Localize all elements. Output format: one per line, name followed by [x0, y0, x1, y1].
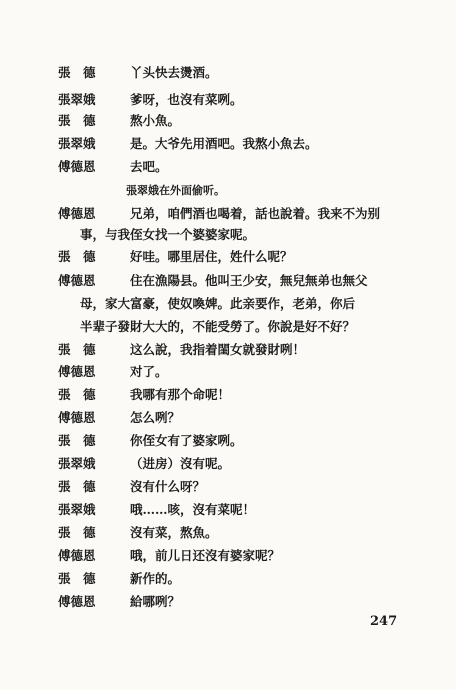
speaker-name: 張 德: [58, 249, 96, 264]
speaker-name: 張 德: [58, 113, 96, 128]
speech-text: 哦，前儿日还沒有婆家呢？: [130, 548, 281, 563]
speaker-name: 傅德恩: [58, 273, 96, 288]
speech-text: 是。大爷先用酒吧。我熬小魚去。: [130, 136, 318, 151]
speech-text: 給哪咧？: [130, 594, 181, 609]
speaker-name: 張 德: [58, 433, 96, 448]
speech-text: 这么說，我指着閨女就發財咧！: [130, 342, 306, 357]
speaker-name: 張 德: [58, 525, 96, 540]
speech-text: 丫头快去燙酒。: [130, 65, 218, 80]
speaker-name: 張翠娥: [58, 456, 96, 471]
speech-text: 沒有什么呀？: [130, 479, 206, 494]
speaker-name: 傅德恩: [58, 548, 96, 563]
speech-text: 你侄女有了婆家咧。: [130, 433, 243, 448]
speech-text: 兄弟，咱們酒也喝着，話也說着。我来不为别: [130, 206, 381, 221]
speech-text: （进房）沒有呢。: [130, 456, 231, 471]
speech-text: 怎么咧？: [130, 410, 181, 425]
speech-text: 哦……咳，沒有菜呢！: [130, 502, 256, 517]
speaker-name: 張 德: [58, 65, 96, 80]
speaker-name: 傅德恩: [58, 159, 96, 174]
speech-text: 爹呀，也沒有菜咧。: [130, 92, 243, 107]
speech-continuation: 事，与我侄女找一个婆婆家呢。: [80, 227, 256, 242]
speaker-name: 張翠娥: [58, 502, 96, 517]
stage-direction: 張翠娥在外面偷听。: [126, 184, 225, 197]
speech-text: 好哇。哪里居住，姓什么呢？: [130, 249, 293, 264]
speaker-name: 傅德恩: [58, 206, 96, 221]
speaker-name: 張 德: [58, 571, 96, 586]
page-number: 247: [370, 614, 398, 629]
speaker-name: 張 德: [58, 387, 96, 402]
speech-continuation: 半辈子發財大大的，不能受勞了。你說是好不好？: [80, 319, 356, 334]
speech-text: 沒有菜，熬魚。: [130, 525, 218, 540]
speech-text: 新作的。: [130, 571, 181, 586]
speaker-name: 張翠娥: [58, 136, 96, 151]
speech-continuation: 母，家大富豪，使奴喚婢。此亲要作，老弟，你后: [80, 296, 356, 311]
speaker-name: 傅德恩: [58, 410, 96, 425]
speech-text: 我哪有那个命呢！: [130, 387, 231, 402]
speech-text: 熬小魚。: [130, 113, 181, 128]
speaker-name: 張 德: [58, 479, 96, 494]
speech-text: 住在漁陽县。他叫王少安，無兒無弟也無父: [130, 273, 368, 288]
speech-text: 对了。: [130, 364, 168, 379]
speaker-name: 張 德: [58, 342, 96, 357]
speaker-name: 張翠娥: [58, 92, 96, 107]
speech-text: 去吧。: [130, 159, 168, 174]
speaker-name: 傅德恩: [58, 594, 96, 609]
speaker-name: 傅德恩: [58, 364, 96, 379]
